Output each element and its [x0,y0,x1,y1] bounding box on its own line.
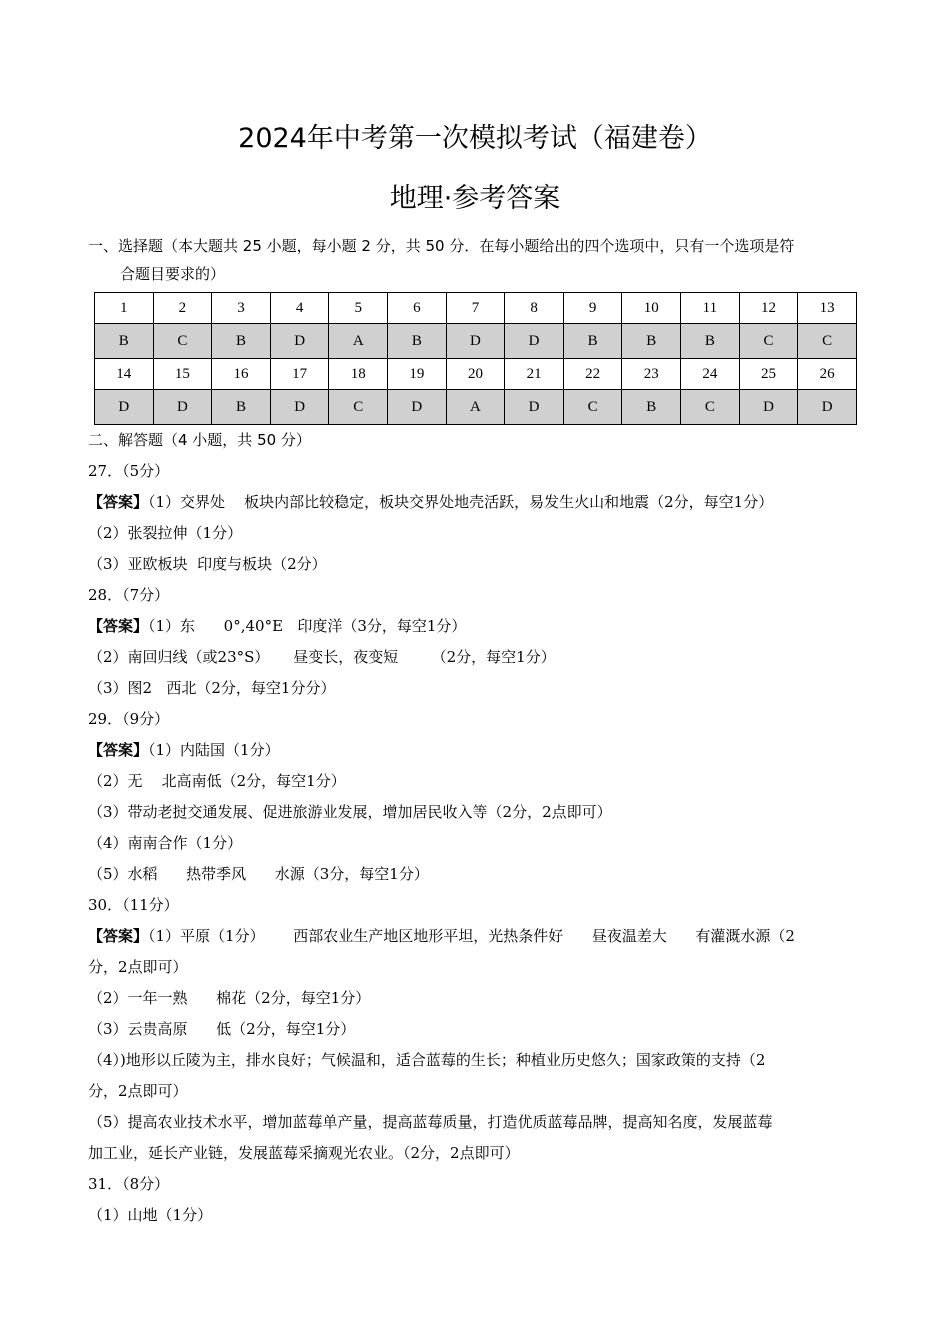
answer-line [88,1169,868,1200]
answer-line [88,983,868,1014]
question-number-cell: 21 [505,359,564,390]
answer-line [88,456,868,487]
answer-letter-cell: D [505,390,564,425]
answer-label: 【答案】 [88,927,149,945]
answer-line [88,549,868,580]
answer-text: （2）一年一熟 棉花（2分，每空1分） [88,989,371,1007]
answer-text: （4）南南合作（1分） [88,834,243,852]
question-number-cell: 24 [681,359,740,390]
answer-letter-cell: C [739,324,798,359]
answer-letter-cell: C [563,390,622,425]
table-row-numbers [95,359,857,390]
question-number-cell: 15 [153,359,212,390]
answer-line [88,642,868,673]
answer-letter-cell: D [388,390,447,425]
answer-line [88,797,868,828]
section-essay-heading: 二、解答题（4 小题，共 50 分） [88,431,311,449]
answer-text: 分，2点即可） [88,1082,188,1100]
answer-text: （1）山地（1分） [88,1206,213,1224]
answer-letter-cell: B [622,390,681,425]
section-choice-heading [88,232,868,288]
answer-line [88,580,868,611]
table-row-answers [95,390,857,425]
answer-line [88,766,868,797]
answer-text: 30．（11分） [88,896,179,914]
answer-line [88,952,868,983]
question-number-cell: 17 [270,359,329,390]
table-row-answers [95,324,857,359]
answer-line [88,1138,868,1169]
question-number-cell: 18 [329,359,388,390]
answer-text: （3）图2 西北（2分，每空1分分） [88,679,336,697]
answer-letter-cell: D [446,324,505,359]
answer-text: 31．（8分） [88,1175,170,1193]
question-number-cell: 12 [739,293,798,324]
answer-letter-cell: D [739,390,798,425]
answer-text: （4）)地形以丘陵为主，排水良好；气候温和，适合蓝莓的生长；种植业历史悠久；国家政策的支持（2 [88,1051,766,1069]
answer-letter-cell: C [798,324,857,359]
question-number-cell: 4 [270,293,329,324]
answer-text: （2）南回归线（或23°S） 昼变长，夜变短 （2分，每空1分） [88,648,556,666]
answer-letter-cell: A [329,324,388,359]
question-number-cell: 6 [388,293,447,324]
question-number-cell: 20 [446,359,505,390]
answer-letter-cell: B [563,324,622,359]
answer-line [88,1200,868,1231]
question-number-cell: 23 [622,359,681,390]
answer-letter-cell: D [798,390,857,425]
answer-label: 【答案】 [88,617,149,635]
answer-line [88,890,868,921]
answer-text: （1）内陆国（1分） [148,741,280,759]
answer-line [88,1045,868,1076]
question-number-cell: 22 [563,359,622,390]
answer-line [88,859,868,890]
answer-text: （1）东 0°,40°E 印度洋（3分，每空1分） [148,617,467,635]
answer-line [88,704,868,735]
answer-text: （3）亚欧板块 印度与板块（2分） [88,555,327,573]
answer-letter-cell: B [95,324,154,359]
question-number-cell: 10 [622,293,681,324]
question-number-cell: 1 [95,293,154,324]
answer-letter-cell: D [505,324,564,359]
question-number-cell: 14 [95,359,154,390]
answer-text: （3）带动老挝交通发展、促进旅游业发展，增加居民收入等（2分，2点即可） [88,803,612,821]
question-number-cell: 2 [153,293,212,324]
question-number-cell: 13 [798,293,857,324]
answer-letter-cell: B [681,324,740,359]
answer-line [88,735,868,766]
table-row-numbers [95,293,857,324]
answer-text: 加工业，延长产业链，发展蓝莓采摘观光农业。（2分，2点即可） [88,1144,520,1162]
question-number-cell: 26 [798,359,857,390]
answer-letter-cell: D [270,324,329,359]
question-number-cell: 16 [212,359,271,390]
answer-text: 27．（5分） [88,462,170,480]
answer-letter-cell: D [270,390,329,425]
answer-letter-cell: B [622,324,681,359]
answer-text: （2）无 北高南低（2分，每空1分） [88,772,346,790]
answer-text: 29．（9分） [88,710,170,728]
answer-table [94,292,857,425]
answer-line [88,1014,868,1045]
answer-text: 分，2点即可） [88,958,188,976]
question-number-cell: 19 [388,359,447,390]
answer-letter-cell: B [388,324,447,359]
section-choice-line2: 合题目要求的） [120,265,226,283]
answer-label: 【答案】 [88,741,149,759]
question-number-cell: 9 [563,293,622,324]
answer-text: （5）提高农业技术水平，增加蓝莓单产量，提高蓝莓质量，打造优质蓝莓品牌，提高知名度，发展蓝莓 [88,1113,773,1131]
answer-letter-cell: B [212,324,271,359]
answer-body [88,456,868,1231]
answer-letter-cell: C [329,390,388,425]
answer-line [88,1076,868,1107]
answer-line [88,518,868,549]
answer-line [88,828,868,859]
section-choice-line1: 一、选择题（本大题共 25 小题，每小题 2 分，共 50 分．在每小题给出的四个选项中，只有一个选项是符 [88,237,795,255]
answer-letter-cell: C [153,324,212,359]
question-number-cell: 25 [739,359,798,390]
answer-line [88,1107,868,1138]
answer-line [88,673,868,704]
question-number-cell: 5 [329,293,388,324]
answer-text: （5）水稻 热带季风 水源（3分，每空1分） [88,865,429,883]
answer-letter-cell: B [212,390,271,425]
answer-text: 28．（7分） [88,586,170,604]
answer-line [88,921,868,952]
answer-letter-cell: A [446,390,505,425]
page-subtitle: 地理·参考答案 [389,183,561,214]
answer-text: （2）张裂拉伸（1分） [88,524,243,542]
answer-label: 【答案】 [88,493,149,511]
page-title: 2024年中考第一次模拟考试（福建卷） [238,123,712,154]
answer-letter-cell: C [681,390,740,425]
question-number-cell: 3 [212,293,271,324]
answer-letter-cell: D [153,390,212,425]
question-number-cell: 11 [681,293,740,324]
answer-line [88,487,868,518]
answer-letter-cell: D [95,390,154,425]
question-number-cell: 8 [505,293,564,324]
answer-line [88,611,868,642]
answer-text: （1）交界处 板块内部比较稳定，板块交界处地壳活跃，易发生火山和地震（2分，每空1分） [148,493,774,511]
answer-text: （1）平原（1分） 西部农业生产地区地形平坦，光热条件好 昼夜温差大 有灌溉水源（2 [148,927,795,945]
answer-text: （3）云贵高原 低（2分，每空1分） [88,1020,356,1038]
question-number-cell: 7 [446,293,505,324]
